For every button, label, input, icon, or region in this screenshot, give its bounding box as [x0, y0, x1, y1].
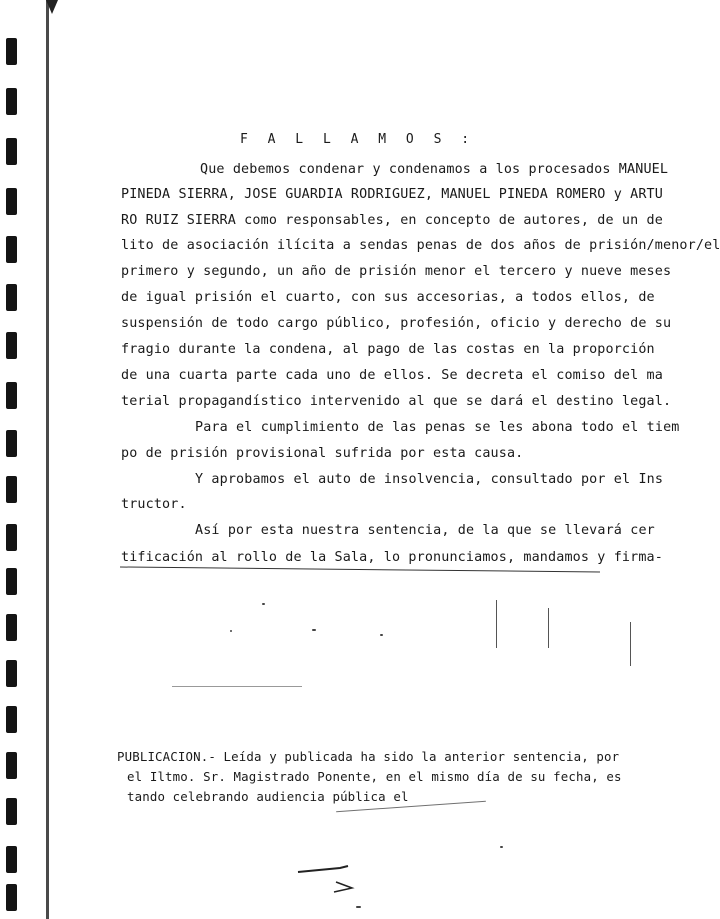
body-line-4: lito de asociación ilícita a sendas penas de dos años de prisión/menor/el: [121, 238, 720, 253]
scan-mark: [548, 608, 549, 648]
scan-mark: [630, 622, 631, 666]
body-line-8: fragio durante la condena, al pago de las costas en la proporción: [121, 342, 655, 357]
publication-line-1: PUBLICACION.- Leída y publicada ha sido la anterior sentencia, por: [117, 749, 620, 764]
body-line-3: RO RUIZ SIERRA como responsables, en concepto de autores, de un de: [121, 213, 663, 228]
body-line-14: tructor.: [121, 497, 187, 512]
margin-line: [46, 0, 49, 919]
scan-speck: [312, 629, 316, 631]
binding-holes: [0, 0, 40, 919]
body-line-12: po de prisión provisional sufrida por esta causa.: [121, 446, 524, 461]
publication-line-2: el Iltmo. Sr. Magistrado Ponente, en el mismo día de su fecha, es: [127, 769, 622, 784]
body-line-6: de igual prisión el cuarto, con sus accesorias, a todos ellos, de: [121, 290, 655, 305]
body-line-5: primero y segundo, un año de prisión menor el tercero y nueve meses: [121, 264, 672, 279]
body-line-16: tificación al rollo de la Sala, lo pronunciamos, mandamos y firma-: [121, 550, 663, 565]
scan-speck: [380, 634, 383, 636]
body-line-15: Así por esta nuestra sentencia, de la que se llevará cer: [195, 523, 655, 538]
body-line-13: Y aprobamos el auto de insolvencia, consultado por el Ins: [195, 472, 664, 487]
publication-line-3: tando celebrando audiencia pública el: [127, 789, 409, 804]
signature-flourish: [296, 858, 366, 898]
body-line-9: de una cuarta parte cada uno de ellos. Se decreta el comiso del ma: [121, 368, 663, 383]
body-line-1: Que debemos condenar y condenamos a los procesados MANUEL: [200, 162, 669, 177]
scan-speck: [500, 846, 503, 848]
separator-rule-1: [120, 566, 600, 572]
scan-mark: [496, 600, 497, 648]
heading-fallamos: F A L L A M O S :: [240, 132, 476, 147]
separator-rule-2: [172, 686, 302, 687]
body-line-7: suspensión de todo cargo público, profesión, oficio y derecho de su: [121, 316, 672, 331]
corner-smudge: [44, 0, 74, 16]
body-line-2: PINEDA SIERRA, JOSE GUARDIA RODRIGUEZ, MANUEL PINEDA ROMERO y ARTU: [121, 187, 663, 202]
body-line-11: Para el cumplimiento de las penas se les abona todo el tiem: [195, 420, 680, 435]
scan-speck: [262, 603, 265, 605]
scan-speck: [356, 906, 361, 908]
scan-speck: [230, 630, 232, 632]
body-line-10: terial propagandístico intervenido al que se dará el destino legal.: [121, 394, 672, 409]
